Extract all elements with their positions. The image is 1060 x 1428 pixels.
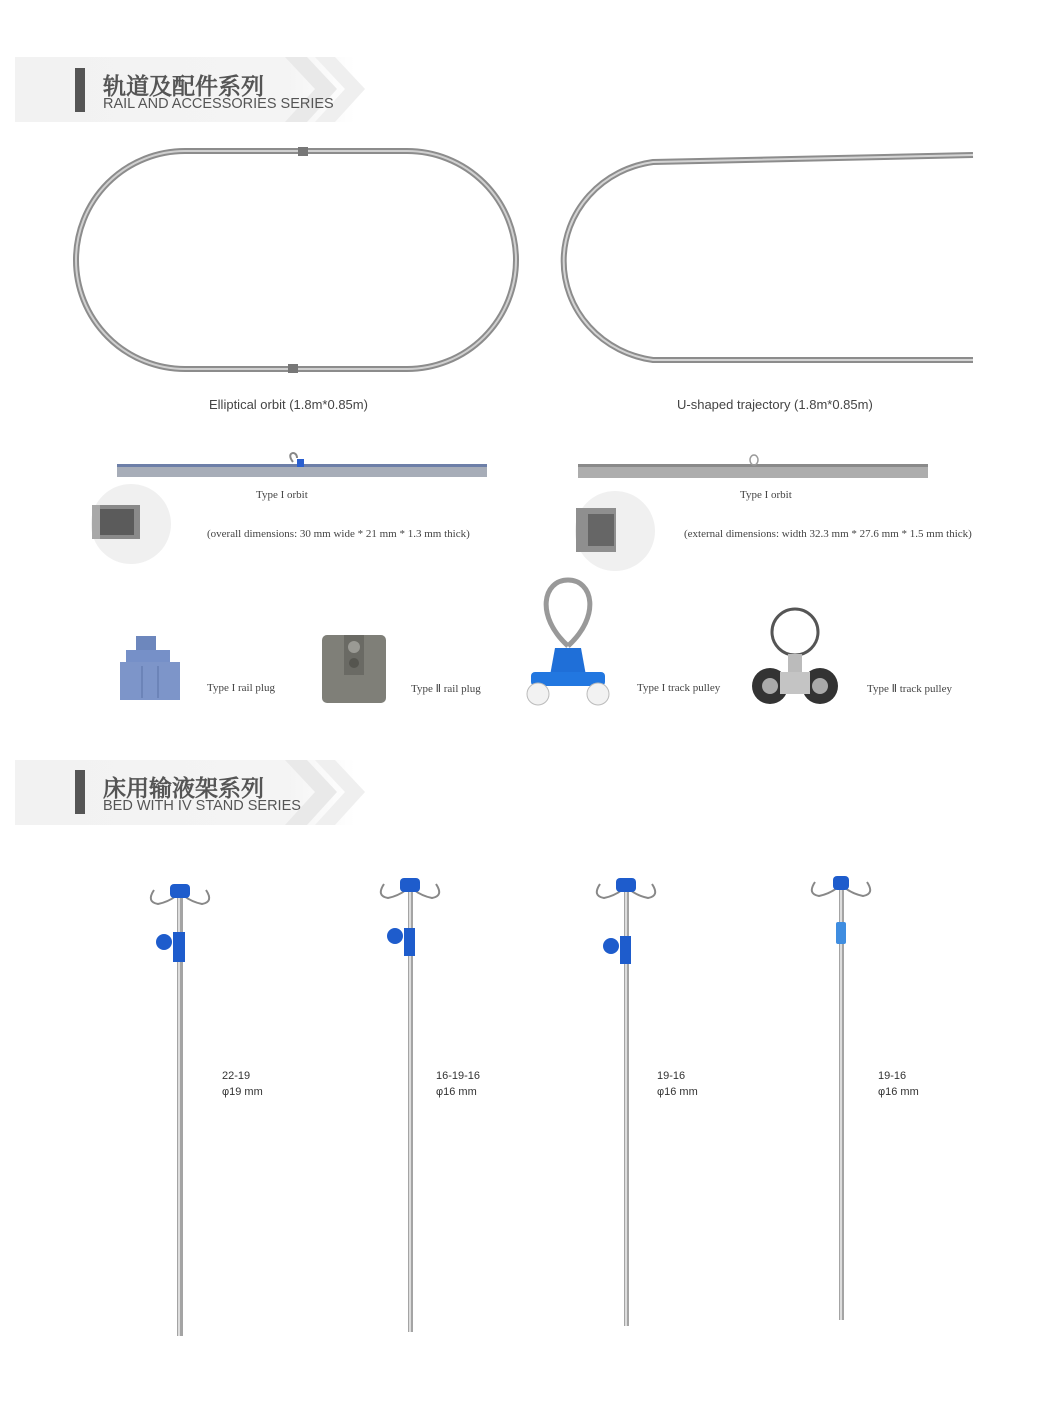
iv-stand-model: 22-19 <box>222 1070 251 1082</box>
type2-orbit-rail-image <box>576 452 932 482</box>
type2-rail-plug-label: Type Ⅱ rail plug <box>411 683 481 695</box>
type2-orbit-label: Type I orbit <box>740 489 792 501</box>
type1-rail-plug-image <box>118 636 182 702</box>
u-shaped-rail-caption: U-shaped trajectory (1.8m*0.85m) <box>677 397 873 412</box>
section-title-zh: 轨道及配件系列 <box>103 74 264 100</box>
iv-stand-spec-3 <box>657 1068 698 1100</box>
elliptical-rail-image <box>70 145 525 375</box>
type2-track-pulley-label: Type Ⅱ track pulley <box>867 683 952 695</box>
type1-orbit-label: Type I orbit <box>256 489 308 501</box>
iv-stand-model: 19-16 <box>878 1070 907 1082</box>
iv-stand-image-3 <box>586 874 666 1330</box>
iv-stand-image-4 <box>801 872 881 1324</box>
type2-orbit-profile-image <box>574 490 656 572</box>
iv-stand-spec-1 <box>222 1068 263 1100</box>
iv-stand-diameter: φ19 mm <box>222 1086 263 1098</box>
type2-track-pulley-image <box>750 606 840 710</box>
type1-orbit-profile-image <box>90 483 172 565</box>
u-shaped-rail-image <box>543 148 983 368</box>
chevron-decoration-icon <box>285 57 365 122</box>
type2-orbit-dimensions: (external dimensions: width 32.3 mm * 27.6 mm * 1.5 mm thick) <box>684 528 972 540</box>
iv-stand-image-1 <box>140 880 220 1340</box>
elliptical-rail-caption: Elliptical orbit (1.8m*0.85m) <box>209 397 368 412</box>
chevron-decoration-icon <box>285 760 365 825</box>
iv-stand-image-2 <box>370 874 450 1336</box>
type1-track-pulley-label: Type I track pulley <box>637 682 721 694</box>
type1-track-pulley-image <box>525 576 611 710</box>
iv-stand-spec-4 <box>878 1068 919 1100</box>
section-title-zh: 床用输液架系列 <box>103 776 264 802</box>
iv-stand-spec-2 <box>436 1068 480 1100</box>
section-title-en: RAIL AND ACCESSORIES SERIES <box>103 96 334 112</box>
iv-stand-diameter: φ16 mm <box>657 1086 698 1098</box>
iv-stand-diameter: φ16 mm <box>436 1086 477 1098</box>
section-marker-bar <box>75 68 85 112</box>
section-marker-bar <box>75 770 85 814</box>
section-title-en: BED WITH IV STAND SERIES <box>103 798 301 814</box>
type1-orbit-rail-image <box>115 450 490 482</box>
type1-rail-plug-label: Type I rail plug <box>207 682 275 694</box>
type1-orbit-dimensions: (overall dimensions: 30 mm wide * 21 mm * 1.3 mm thick) <box>207 528 470 540</box>
iv-stand-diameter: φ16 mm <box>878 1086 919 1098</box>
type2-rail-plug-image <box>320 633 388 705</box>
iv-stand-model: 19-16 <box>657 1070 686 1082</box>
iv-stand-model: 16-19-16 <box>436 1070 481 1082</box>
